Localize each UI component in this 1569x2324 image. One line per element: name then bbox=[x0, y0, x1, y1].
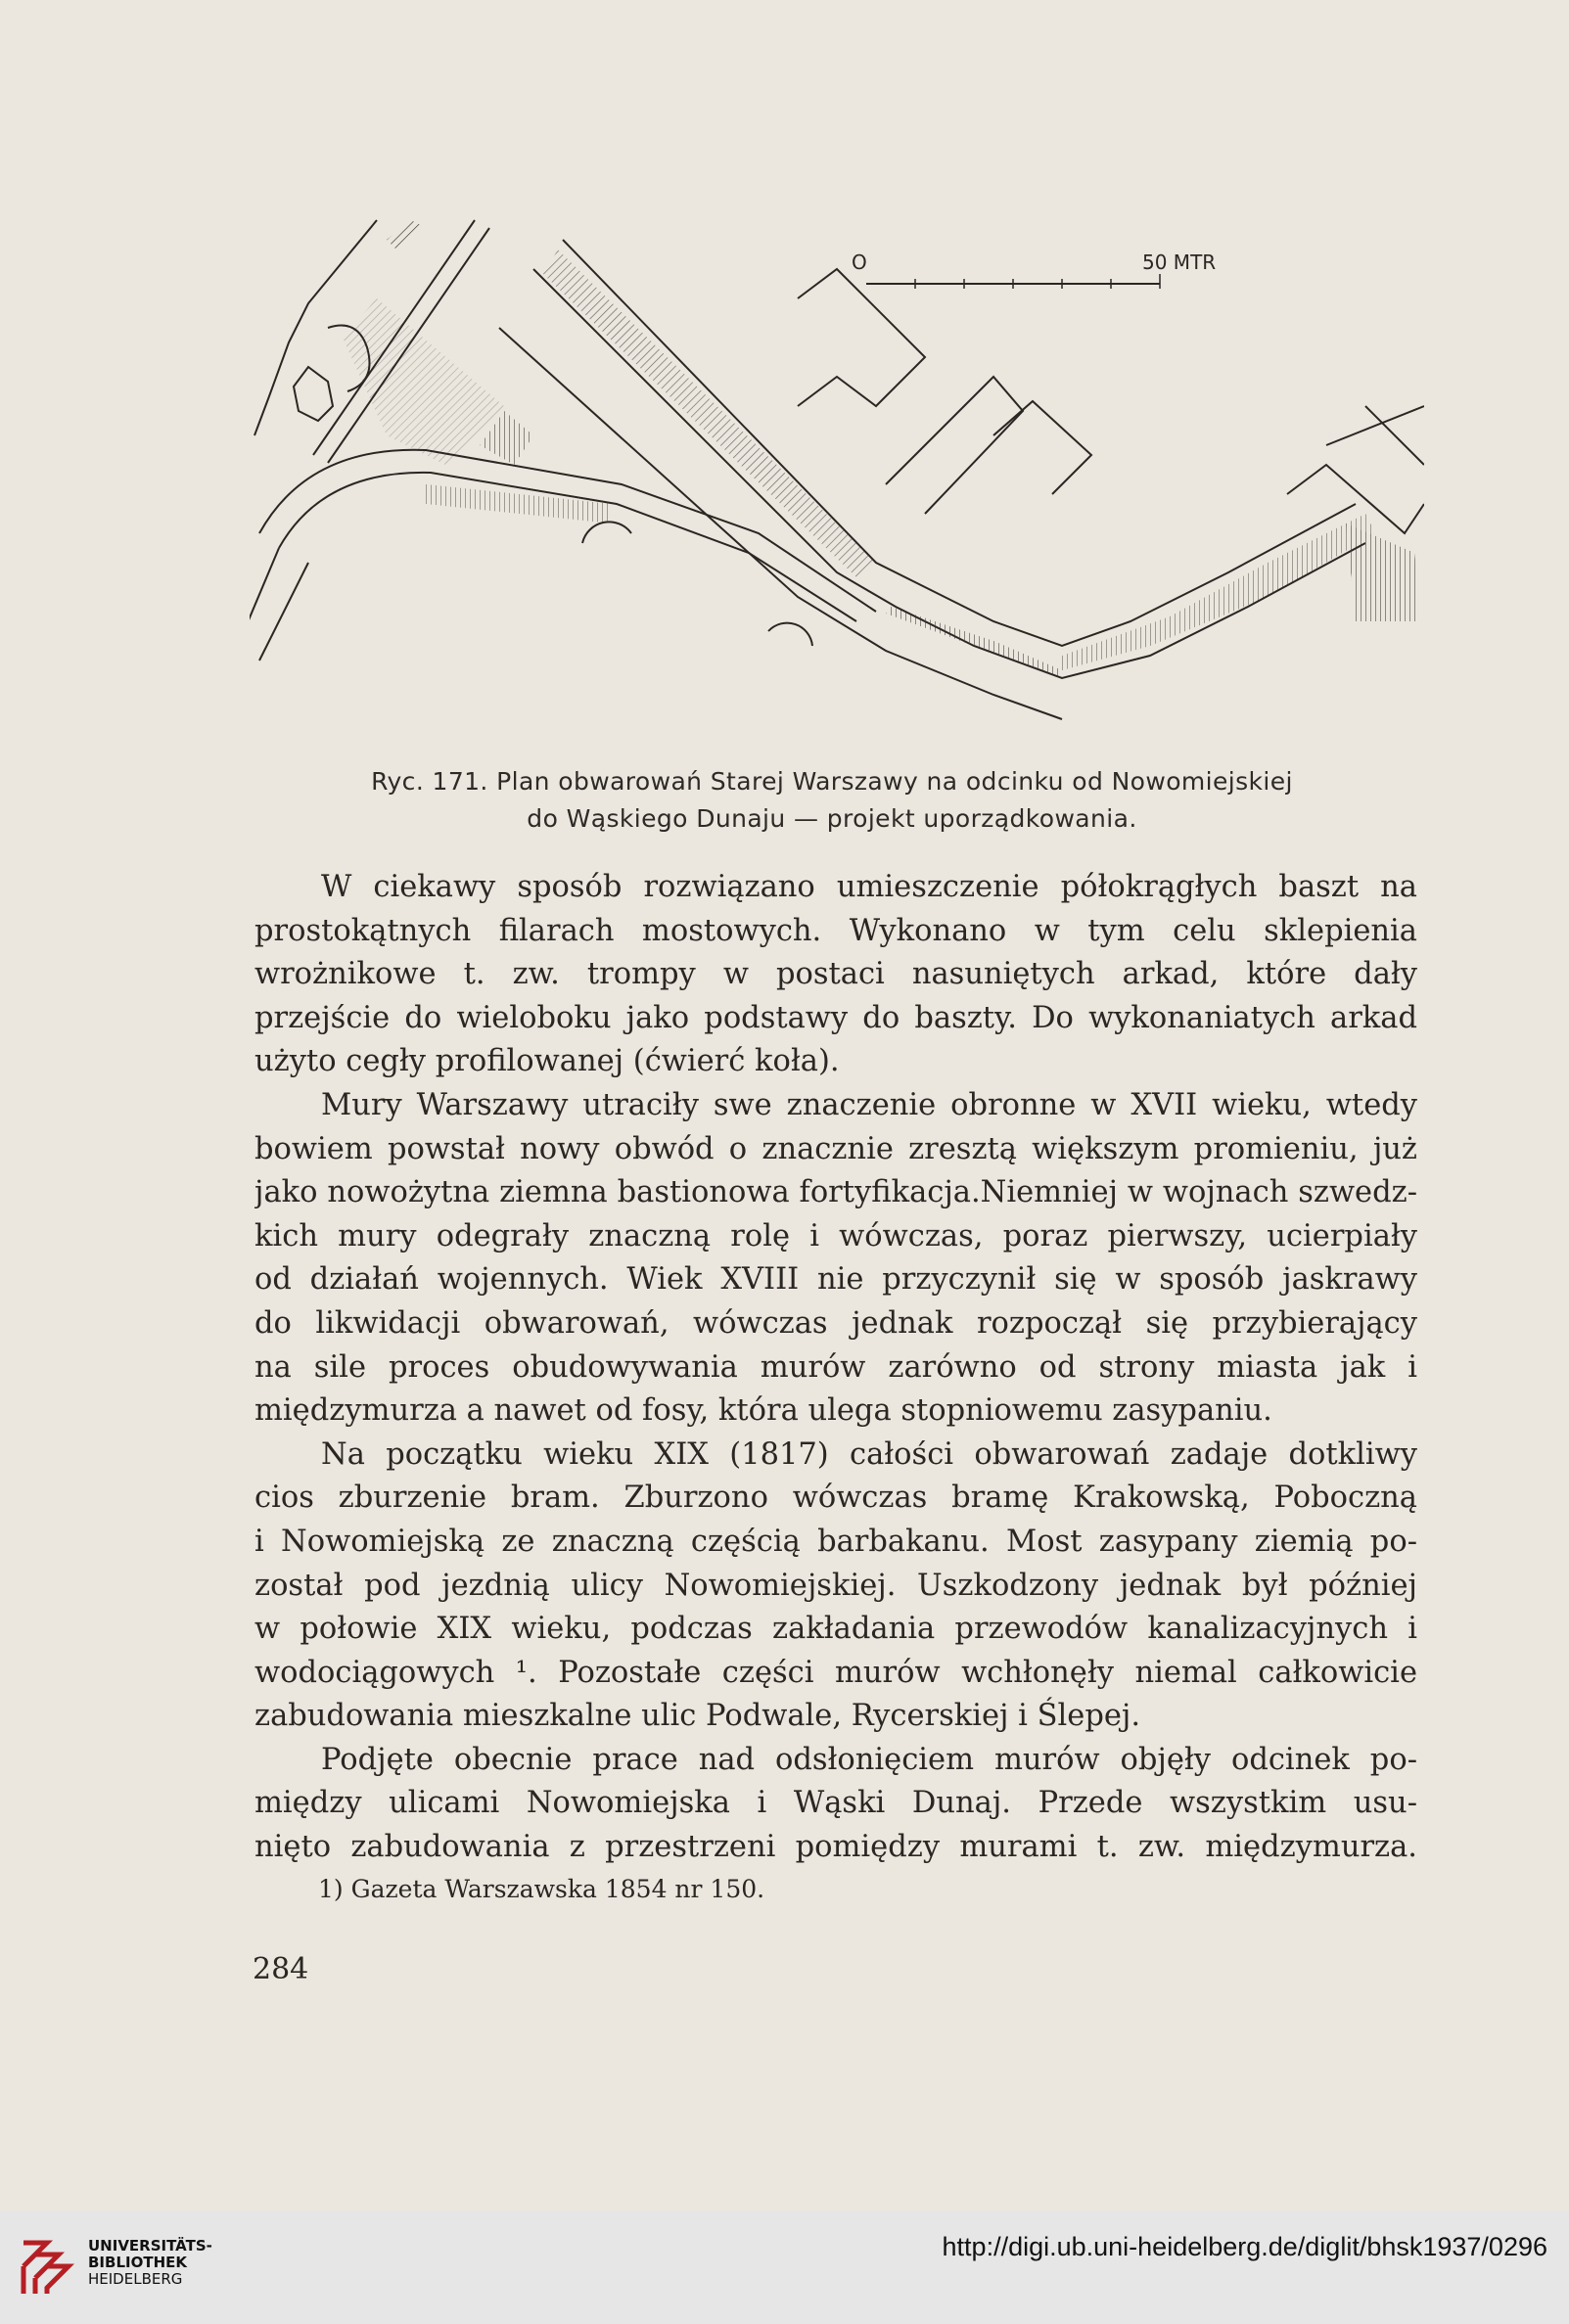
text-line: W ciekawy sposób rozwiązano umieszczenie półokrągłych baszt na bbox=[321, 870, 1417, 904]
text-line: jako nowożytna ziemna bastionowa fortyfikacja.Niemniej w wojnach szwedz- bbox=[254, 1175, 1417, 1210]
text-line: międzymurza a nawet od fosy, która ulega stopniowemu zasypaniu. bbox=[254, 1393, 1272, 1429]
figure-caption bbox=[264, 763, 1400, 838]
text-line: nięto zabudowania z przestrzeni pomiędzy murami t. zw. międzymurza. bbox=[254, 1830, 1417, 1865]
text-line: został pod jezdnią ulicy Nowomiejskiej. Uszkodzony jednak był później bbox=[254, 1568, 1417, 1603]
text-line: Na początku wieku XIX (1817) całości obwarowań zadaje dotkliwy bbox=[321, 1436, 1417, 1472]
text-line: i Nowomiejską ze znaczną częścią barbakanu. Most zasypany ziemią po- bbox=[254, 1524, 1417, 1559]
text-line: kich mury odegrały znaczną rolę i wówczas, poraz pierwszy, ucierpiały bbox=[254, 1218, 1417, 1253]
text-line: wodociągowych ¹. Pozostałe części murów wchłonęły niemal całkowicie bbox=[254, 1655, 1417, 1690]
body-text bbox=[254, 866, 1417, 1870]
university-library-logo-icon bbox=[18, 2233, 74, 2301]
text-line: cios zburzenie bram. Zburzono wówczas bramę Krakowską, Poboczną bbox=[254, 1481, 1417, 1516]
text-line: Podjęte obecnie prace nad odsłonięciem murów objęły odcinek po- bbox=[321, 1742, 1417, 1777]
source-url-link[interactable]: http://digi.ub.uni-heidelberg.de/diglit/bhsk1937/0296 bbox=[942, 2232, 1547, 2261]
fortification-plan-figure bbox=[250, 210, 1424, 744]
text-line: bowiem powstał nowy obwód o znacznie zresztą większym promieniu, już bbox=[254, 1131, 1417, 1166]
scale-label: 50 MTR bbox=[1142, 251, 1217, 274]
text-line: wrożnikowe t. zw. trompy w postaci nasuniętych arkad, które dały bbox=[254, 957, 1417, 992]
caption-line: do Wąskiego Dunaju — projekt uporządkowania. bbox=[527, 804, 1137, 833]
text-line: na sile proces obudowywania murów zarówno od strony miasta jak i bbox=[254, 1349, 1417, 1385]
text-line: przejście do wieloboku jako podstawy do baszty. Do wykonaniatych arkad bbox=[254, 1000, 1417, 1035]
text-line: w połowie XIX wieku, podczas zakładania przewodów kanalizacyjnych i bbox=[254, 1612, 1417, 1647]
page-number: 284 bbox=[253, 1952, 309, 1986]
text-line: zabudowania mieszkalne ulic Podwale, Rycerskiej i Ślepej. bbox=[254, 1699, 1141, 1734]
footnote: 1) Gazeta Warszawska 1854 nr 150. bbox=[318, 1875, 765, 1903]
text-line: Mury Warszawy utraciły swe znaczenie obronne w XVII wieku, wtedy bbox=[321, 1087, 1417, 1122]
footer-bar bbox=[0, 2211, 1569, 2324]
text-line: użyto cegły profilowanej (ćwierć koła). bbox=[254, 1044, 840, 1079]
library-line: BIBLIOTHEK bbox=[88, 2254, 187, 2271]
caption-line: Ryc. 171. Plan obwarowań Starej Warszawy na odcinku od Nowomiejskiej bbox=[371, 767, 1293, 796]
library-line: UNIVERSITÄTS- bbox=[88, 2237, 212, 2255]
library-name bbox=[88, 2238, 212, 2288]
text-line: do likwidacji obwarowań, wówczas jednak rozpoczął się przybierający bbox=[254, 1305, 1417, 1341]
text-line: prostokątnych filarach mostowych. Wykonano w tym celu sklepienia bbox=[254, 913, 1417, 948]
text-line: od działań wojennych. Wiek XVIII nie przyczynił się w sposób jaskrawy bbox=[254, 1262, 1417, 1298]
text-line: między ulicami Nowomiejska i Wąski Dunaj. Przede wszystkim usu- bbox=[254, 1786, 1417, 1821]
library-line: HEIDELBERG bbox=[88, 2270, 183, 2288]
scale-zero-label: O bbox=[852, 251, 867, 274]
